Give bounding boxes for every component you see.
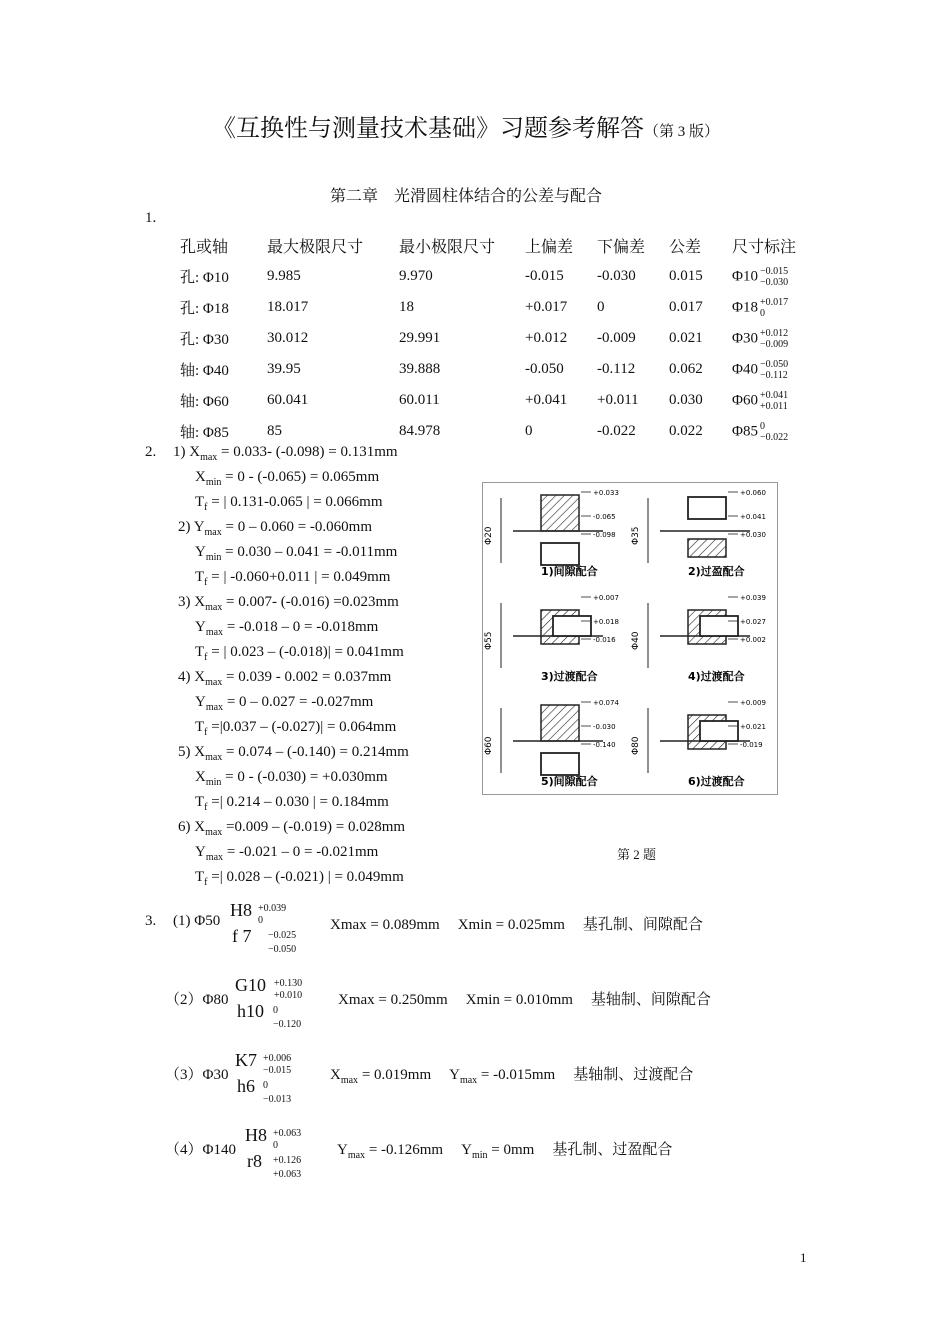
result-2-value: = 0mm (487, 1142, 535, 1158)
tolerance-value: +0.030 (740, 531, 766, 539)
panel-label: 6)过渡配合 (688, 775, 745, 788)
fit-result (338, 988, 711, 1009)
fit-type: 基轴制、过渡配合 (573, 1067, 694, 1083)
shaft-upper: −0.025 (268, 930, 297, 941)
q1-cell-es: -0.050 (525, 361, 564, 377)
shaft-zone (541, 543, 579, 565)
fit-fraction (245, 1125, 335, 1180)
tolerance-value: -0.140 (593, 741, 616, 749)
panel-diameter: Φ60 (484, 736, 494, 755)
q2-symbol: X (195, 469, 206, 485)
q2-expression: = 0 - (-0.030) = +0.030mm (221, 769, 388, 785)
q2-expression: = | -0.060+0.011 | = 0.049mm (207, 569, 391, 585)
q2-expression: = 0.030 – 0.041 = -0.011mm (221, 544, 398, 560)
result-1-symbol: Y (337, 1142, 348, 1158)
q2-expression: =| 0.028 – (-0.021) | = 0.049mm (207, 869, 404, 885)
panel-diameter: Φ40 (631, 631, 641, 650)
hole-upper: +0.039 (258, 903, 287, 914)
hole-code: H8 (245, 1125, 267, 1145)
upper-deviation: +0.012 (759, 327, 789, 339)
q2-subscript: f (204, 727, 208, 738)
q1-number: 1. (145, 210, 157, 226)
result-1: Xmax = 0.250mm (338, 992, 448, 1008)
tolerance-value: +0.007 (593, 594, 619, 602)
q1-cell-max: 9.985 (267, 268, 301, 284)
shaft-upper: +0.126 (273, 1155, 302, 1166)
q2-symbol: T (195, 644, 205, 660)
q2-symbol: T (195, 869, 205, 885)
q1-cell-mark (732, 416, 812, 447)
q2-symbol: Y (195, 844, 206, 860)
page-number: 1 (800, 1250, 807, 1265)
q1-cell-es: +0.041 (525, 392, 568, 408)
tolerance-value: +0.039 (740, 594, 766, 602)
result-1-value: = 0.019mm (358, 1067, 432, 1083)
q2-expression: = 0.007- (-0.016) =0.023mm (222, 594, 399, 610)
hole-upper: +0.063 (273, 1128, 302, 1139)
q1-cell-es: -0.015 (525, 268, 564, 284)
q2-symbol: T (195, 569, 205, 585)
q1-cell-es: 0 (525, 423, 533, 439)
hole-lower: 0 (258, 915, 263, 926)
upper-deviation: 0 (759, 420, 765, 432)
fit-type: 基孔制、间隙配合 (582, 917, 703, 933)
q2-expression: = -0.018 – 0 = -0.018mm (223, 619, 379, 635)
q2-subscript: max (204, 527, 222, 538)
tolerance-value: -0.065 (593, 513, 616, 521)
q2-symbol: T (195, 719, 205, 735)
fit-label: （3）Φ30 (165, 1067, 229, 1083)
tolerance-value: -0.098 (593, 531, 616, 539)
deviation-stack (760, 359, 788, 381)
q1-cell-max: 18.017 (267, 299, 309, 315)
title-edition: （第 3 版） (644, 124, 720, 140)
lower-deviation: −0.022 (759, 431, 789, 443)
q1-cell-ei: 0 (597, 299, 605, 315)
tolerance-value: +0.060 (740, 489, 766, 497)
hole-upper: +0.006 (263, 1053, 292, 1064)
q3-number: 3. (145, 913, 157, 929)
q1-cell-part: 轴: Φ85 (180, 425, 229, 441)
q2-subscript: f (204, 802, 208, 813)
fit-fraction (235, 1050, 325, 1105)
shaft-zone (700, 616, 738, 636)
result-2-subscript: min (471, 1150, 488, 1161)
panel-diameter: Φ35 (631, 526, 641, 545)
col-header: 上偏差 (525, 239, 574, 256)
q2-symbol: 1) X (173, 444, 201, 460)
q1-cell-max: 85 (267, 423, 282, 439)
size-mark: Φ40 (732, 360, 758, 377)
q2-symbol: Y (195, 619, 206, 635)
hole-code: K7 (235, 1050, 257, 1070)
upper-deviation: −0.050 (759, 358, 789, 370)
q2-expression: = | 0.023 – (-0.018)| = 0.041mm (207, 644, 404, 660)
lower-deviation: −0.030 (759, 276, 789, 288)
lower-deviation: −0.009 (759, 338, 789, 350)
q1-cell-min: 60.011 (399, 392, 440, 408)
q2-symbol: 4) X (178, 669, 206, 685)
fit-type: 基孔制、过盈配合 (552, 1142, 673, 1158)
result-2: Xmin = 0.025mm (457, 917, 565, 933)
q1-cell-ei: +0.011 (597, 392, 639, 408)
deviation-stack (760, 421, 788, 443)
fit-label: （2）Φ80 (165, 992, 229, 1008)
q2-subscript: min (205, 477, 222, 488)
panel-label: 4)过渡配合 (688, 670, 745, 683)
q1-cell-mark (732, 354, 812, 385)
q1-cell-tol: 0.021 (669, 330, 703, 346)
q1-cell-es: +0.012 (525, 330, 568, 346)
panel-diameter: Φ55 (484, 631, 494, 650)
col-header: 尺寸标注 (732, 239, 797, 256)
col-header: 公差 (669, 239, 702, 256)
size-mark: Φ85 (732, 422, 758, 439)
q2-symbol: 2) Y (178, 519, 205, 535)
tolerance-value: +0.021 (740, 723, 766, 731)
tolerance-value: +0.074 (593, 699, 619, 707)
q1-cell-min: 29.991 (399, 330, 441, 346)
chapter-heading: 第二章 光滑圆柱体结合的公差与配合 (330, 188, 603, 205)
tolerance-value: +0.027 (740, 618, 766, 626)
lower-deviation: 0 (759, 307, 765, 319)
q1-cell-max: 60.041 (267, 392, 309, 408)
col-header: 下偏差 (597, 239, 646, 256)
q2-subscript: f (204, 577, 208, 588)
q1-cell-es: +0.017 (525, 299, 568, 315)
q2-expression: = 0.039 - 0.002 = 0.037mm (222, 669, 392, 685)
q1-cell-mark (732, 385, 812, 416)
tolerance-value: +0.009 (740, 699, 766, 707)
q2-symbol: 5) X (178, 744, 206, 760)
q2-figure (482, 482, 778, 795)
q2-symbol: X (195, 769, 206, 785)
hole-zone (541, 495, 579, 531)
shaft-code: h6 (237, 1076, 255, 1096)
q2-expression: =0.009 – (-0.019) = 0.028mm (222, 819, 406, 835)
shaft-zone (553, 616, 591, 636)
q1-cell-tol: 0.062 (669, 361, 703, 377)
col-header: 孔或轴 (180, 239, 229, 256)
tolerance-value: +0.018 (593, 618, 619, 626)
panel-label: 1)间隙配合 (541, 565, 598, 578)
q2-subscript: f (204, 877, 208, 888)
size-mark: Φ30 (732, 329, 758, 346)
q2-subscript: max (205, 677, 223, 688)
q1-row (180, 385, 812, 416)
hole-lower: −0.015 (263, 1065, 292, 1076)
q1-cell-part: 轴: Φ40 (180, 363, 229, 379)
q2-symbol: T (195, 794, 205, 810)
q2-expression: = 0 – 0.027 = -0.027mm (223, 694, 374, 710)
tolerance-value: -0.016 (593, 636, 616, 644)
deviation-stack (760, 297, 788, 319)
q1-cell-tol: 0.015 (669, 268, 703, 284)
shaft-code: h10 (237, 1001, 264, 1021)
lower-deviation: −0.112 (759, 369, 788, 381)
q1-cell-mark (732, 323, 812, 354)
q2-expression: = -0.021 – 0 = -0.021mm (223, 844, 379, 860)
result-1-value: = -0.126mm (365, 1142, 444, 1158)
q1-cell-part: 孔: Φ10 (180, 270, 229, 286)
q2-symbol: Y (195, 694, 206, 710)
result-1-subscript: max (347, 1150, 366, 1161)
shaft-lower: +0.063 (273, 1169, 302, 1180)
col-header: 最小极限尺寸 (399, 239, 496, 256)
tolerance-value: -0.019 (740, 741, 763, 749)
q2-symbol: 6) X (178, 819, 206, 835)
panel-diameter: Φ20 (484, 526, 494, 545)
q2-subscript: max (200, 452, 218, 463)
q1-cell-ei: -0.022 (597, 423, 636, 439)
tolerance-value: -0.030 (593, 723, 616, 731)
q2-symbol: T (195, 494, 205, 510)
q2-expression: = 0 – 0.060 = -0.060mm (221, 519, 372, 535)
result-2-symbol: Y (461, 1142, 472, 1158)
col-header: 最大极限尺寸 (267, 239, 364, 256)
shaft-zone (688, 497, 726, 519)
fit-label: （4）Φ140 (165, 1142, 236, 1158)
q1-cell-tol: 0.017 (669, 299, 703, 315)
result-1-subscript: max (340, 1075, 359, 1086)
q2-number: 2. (145, 444, 157, 460)
q1-cell-tol: 0.022 (669, 423, 703, 439)
q1-cell-min: 18 (399, 299, 414, 315)
result-2-symbol: Y (449, 1067, 460, 1083)
q2-expression: = 0.074 – (-0.140) = 0.214mm (222, 744, 409, 760)
fit-result (330, 913, 703, 934)
q2-subscript: max (205, 852, 224, 863)
deviation-stack (760, 390, 788, 412)
q1-cell-min: 84.978 (399, 423, 441, 439)
shaft-zone (700, 721, 738, 741)
q1-table (180, 230, 812, 447)
q1-cell-min: 9.970 (399, 268, 433, 284)
panel-diameter: Φ80 (631, 736, 641, 755)
shaft-code: f 7 (232, 926, 252, 946)
hole-code: H8 (230, 900, 252, 920)
fit-type: 基轴制、间隙配合 (590, 992, 711, 1008)
q2-expression: =| 0.214 – 0.030 | = 0.184mm (207, 794, 389, 810)
result-1-symbol: X (330, 1067, 341, 1083)
fit-fraction (235, 975, 325, 1030)
q1-cell-tol: 0.030 (669, 392, 703, 408)
panel-label: 5)间隙配合 (541, 775, 598, 788)
q2-subscript: max (205, 827, 223, 838)
q2-subscript: max (205, 752, 223, 763)
figure-caption: 第 2 题 (617, 847, 657, 862)
result-2-subscript: max (459, 1075, 478, 1086)
hole-upper: +0.130 (274, 978, 303, 989)
tolerance-value: +0.041 (740, 513, 766, 521)
q2-expression: =|0.037 – (-0.027)| = 0.064mm (207, 719, 397, 735)
shaft-lower: −0.013 (263, 1094, 292, 1105)
size-mark: Φ10 (732, 267, 758, 284)
fit-result (330, 1063, 693, 1086)
page-title (212, 108, 719, 143)
q2-subscript: f (204, 652, 208, 663)
q2-subscript: max (205, 602, 223, 613)
hole-zone (541, 705, 579, 741)
q1-header-row (180, 230, 812, 261)
q2-subscript: min (205, 552, 222, 563)
hole-zone (688, 539, 726, 557)
lower-deviation: +0.011 (759, 400, 788, 412)
deviation-stack (760, 328, 788, 350)
tolerance-value: +0.033 (593, 489, 619, 497)
q2-expression: = | 0.131-0.065 | = 0.066mm (207, 494, 383, 510)
q1-cell-max: 39.95 (267, 361, 301, 377)
fit-result (337, 1138, 672, 1161)
q1-row (180, 354, 812, 385)
size-mark: Φ60 (732, 391, 758, 408)
q1-cell-mark (732, 292, 812, 323)
q1-cell-min: 39.888 (399, 361, 441, 377)
q2-subscript: max (205, 627, 224, 638)
q2-subscript: f (204, 502, 208, 513)
shaft-upper: 0 (263, 1080, 268, 1091)
panel-label: 3)过渡配合 (541, 670, 598, 683)
shaft-lower: −0.050 (268, 944, 297, 955)
size-mark: Φ18 (732, 298, 758, 315)
shaft-code: r8 (247, 1151, 262, 1171)
q1-cell-max: 30.012 (267, 330, 309, 346)
upper-deviation: +0.041 (759, 389, 789, 401)
q2-subscript: max (205, 702, 224, 713)
upper-deviation: −0.015 (759, 265, 789, 277)
result-2-value: = -0.015mm (477, 1067, 556, 1083)
q1-cell-part: 孔: Φ30 (180, 332, 229, 348)
result-1: Xmax = 0.089mm (330, 917, 440, 933)
deviation-stack (760, 266, 788, 288)
q2-symbol: Y (195, 544, 206, 560)
shaft-zone (541, 753, 579, 775)
upper-deviation: +0.017 (759, 296, 789, 308)
q1-row (180, 292, 812, 323)
fit-fraction (230, 900, 320, 955)
q2-line (195, 865, 404, 895)
hole-lower: +0.010 (274, 990, 303, 1001)
hole-code: G10 (235, 975, 266, 995)
panel-label: 2)过盈配合 (688, 565, 745, 578)
shaft-upper: 0 (273, 1005, 278, 1016)
q1-cell-ei: -0.030 (597, 268, 636, 284)
q2-subscript: min (205, 777, 222, 788)
q1-cell-ei: -0.112 (597, 361, 636, 377)
q1-cell-part: 轴: Φ60 (180, 394, 229, 410)
q1-cell-ei: -0.009 (597, 330, 636, 346)
hole-lower: 0 (273, 1140, 278, 1151)
tolerance-value: +0.002 (740, 636, 766, 644)
q2-symbol: 3) X (178, 594, 206, 610)
title-main: 《互换性与测量技术基础》习题参考解答 (212, 116, 644, 142)
shaft-lower: −0.120 (273, 1019, 302, 1030)
fit-label: (1) Φ50 (173, 913, 221, 929)
q1-row (180, 323, 812, 354)
q1-cell-mark (732, 261, 812, 292)
q1-cell-part: 孔: Φ18 (180, 301, 229, 317)
q1-row (180, 261, 812, 292)
result-2: Xmin = 0.010mm (465, 992, 573, 1008)
q2-expression: = 0 - (-0.065) = 0.065mm (221, 469, 380, 485)
q2-expression: = 0.033- (-0.098) = 0.131mm (217, 444, 398, 460)
